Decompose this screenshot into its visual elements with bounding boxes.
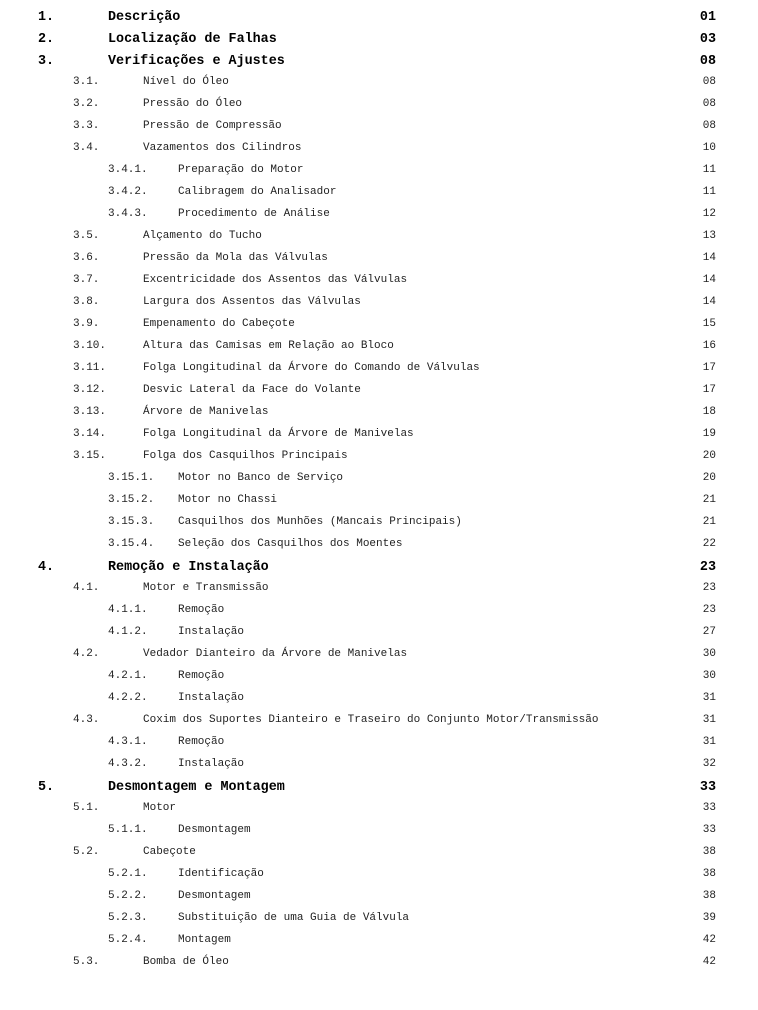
toc-entry-number: 3.15.3.	[108, 516, 155, 528]
toc-entry-page: 23	[699, 560, 716, 575]
toc-entry-page: 22	[702, 538, 716, 550]
toc-entry-number: 4.2.	[73, 648, 100, 660]
toc-entry-number: 3.4.2.	[108, 186, 148, 198]
toc-entry-number: 3.4.3.	[108, 208, 148, 220]
toc-entry-title: Substituição de uma Guia de Válvula	[178, 912, 410, 924]
toc-entry-number: 4.3.	[73, 714, 100, 726]
toc-entry-page: 16	[702, 340, 716, 352]
toc-entry-page: 31	[702, 692, 716, 704]
toc-entry-title: Largura dos Assentos das Válvulas	[143, 296, 361, 308]
toc-entry-page: 20	[702, 472, 716, 484]
toc-entry-number: 5.2.3.	[108, 912, 148, 924]
toc-entry-number: 4.1.	[73, 582, 100, 594]
toc-entry-title: Vazamentos dos Cilindros	[143, 142, 302, 154]
toc-entry-title: Cabeçote	[143, 846, 196, 858]
toc-entry-page: 08	[702, 120, 716, 132]
toc-entry-page: 18	[702, 406, 716, 418]
toc-entry-page: 32	[702, 758, 716, 770]
toc-entry-title: Desmontagem	[178, 890, 251, 902]
toc-entry-page: 27	[702, 626, 716, 638]
toc-entry-number: 3.9.	[73, 318, 100, 330]
toc-entry-title: Nível do Óleo	[143, 76, 229, 88]
toc-entry-page: 38	[702, 890, 716, 902]
toc-entry-title: Folga dos Casquilhos Principais	[143, 450, 348, 462]
toc-entry-title: Alçamento do Tucho	[143, 230, 262, 242]
toc-entry-page: 23	[702, 582, 716, 594]
toc-entry-page: 17	[702, 362, 716, 374]
toc-entry-page: 21	[702, 494, 716, 506]
toc-entry-page: 30	[702, 648, 716, 660]
toc-entry-page: 14	[702, 252, 716, 264]
toc-entry-title: Seleção dos Casquilhos dos Moentes	[178, 538, 403, 550]
toc-entry-title: Pressão de Compressão	[143, 120, 282, 132]
toc-entry-page: 38	[702, 868, 716, 880]
toc-entry-page: 15	[702, 318, 716, 330]
toc-entry-title: Vedador Dianteiro da Árvore de Manivelas	[143, 648, 408, 660]
toc-entry-title: Motor e Transmissão	[143, 582, 269, 594]
toc-entry-number: 3.15.2.	[108, 494, 155, 506]
toc-entry-page: 42	[702, 934, 716, 946]
toc-entry-title: Descrição	[108, 10, 181, 25]
toc-entry-title: Remoção	[178, 736, 225, 748]
toc-entry-title: Altura das Camisas em Relação ao Bloco	[143, 340, 394, 352]
toc-entry-title: Calibragem do Analisador	[178, 186, 337, 198]
toc-entry-number: 5.2.2.	[108, 890, 148, 902]
toc-entry-title: Preparação do Motor	[178, 164, 304, 176]
toc-entry-title: Empenamento do Cabeçote	[143, 318, 295, 330]
toc-entry-page: 11	[702, 186, 716, 198]
toc-entry-page: 42	[702, 956, 716, 968]
toc-entry-number: 3.2.	[73, 98, 100, 110]
toc-entry-number: 5.2.4.	[108, 934, 148, 946]
toc-entry-title: Árvore de Manivelas	[143, 406, 269, 418]
toc-entry-title: Desmontagem e Montagem	[108, 780, 285, 795]
toc-entry-number: 3.10.	[73, 340, 107, 352]
toc-entry-title: Remoção	[178, 604, 225, 616]
toc-entry-title: Casquilhos dos Munhões (Mancais Principais)	[178, 516, 462, 528]
toc-entry-page: 11	[702, 164, 716, 176]
toc-entry-number: 4.2.1.	[108, 670, 148, 682]
toc-entry-number: 4.	[38, 560, 55, 575]
toc-entry-page: 31	[702, 736, 716, 748]
toc-entry-page: 30	[702, 670, 716, 682]
toc-entry-title: Instalação	[178, 692, 245, 704]
toc-entry-title: Motor no Banco de Serviço	[178, 472, 344, 484]
toc-entry-number: 4.1.2.	[108, 626, 148, 638]
toc-entry-page: 33	[699, 780, 716, 795]
toc-entry-number: 3.1.	[73, 76, 100, 88]
toc-entry-number: 1.	[38, 10, 55, 25]
toc-entry-number: 4.1.1.	[108, 604, 148, 616]
toc-entry-page: 21	[702, 516, 716, 528]
toc-entry-title: Folga Longitudinal da Árvore do Comando de Válvulas	[143, 362, 480, 374]
toc-entry-number: 3.12.	[73, 384, 107, 396]
toc-entry-title: Folga Longitudinal da Árvore de Manivelas	[143, 428, 414, 440]
toc-entry-number: 4.2.2.	[108, 692, 148, 704]
toc-entry-title: Montagem	[178, 934, 231, 946]
toc-entry-number: 5.3.	[73, 956, 100, 968]
toc-entry-title: Identificação	[178, 868, 264, 880]
toc-entry-title: Instalação	[178, 626, 245, 638]
toc-entry-number: 3.7.	[73, 274, 100, 286]
toc-entry-page: 13	[702, 230, 716, 242]
toc-entry-number: 2.	[38, 32, 55, 47]
toc-entry-title: Bomba de Óleo	[143, 956, 229, 968]
toc-entry-page: 08	[702, 98, 716, 110]
toc-entry-page: 14	[702, 296, 716, 308]
toc-entry-page: 03	[699, 32, 716, 47]
toc-entry-number: 3.11.	[73, 362, 107, 374]
toc-entry-number: 3.14.	[73, 428, 107, 440]
toc-entry-number: 3.15.1.	[108, 472, 155, 484]
toc-entry-number: 5.1.1.	[108, 824, 148, 836]
toc-entry-number: 3.13.	[73, 406, 107, 418]
toc-entry-page: 12	[702, 208, 716, 220]
toc-entry-page: 33	[702, 802, 716, 814]
toc-entry-page: 17	[702, 384, 716, 396]
toc-entry-number: 3.15.	[73, 450, 107, 462]
toc-entry-page: 33	[702, 824, 716, 836]
toc-entry-number: 5.	[38, 780, 55, 795]
toc-entry-title: Motor no Chassi	[178, 494, 278, 506]
toc-entry-title: Verificações e Ajustes	[108, 54, 285, 69]
toc-entry-title: Instalação	[178, 758, 245, 770]
toc-entry-number: 3.15.4.	[108, 538, 155, 550]
toc-entry-title: Desmontagem	[178, 824, 251, 836]
toc-entry-title: Coxim dos Suportes Dianteiro e Traseiro do Conjunto Motor/Transmissão	[143, 714, 599, 726]
toc-entry-title: Pressão do Óleo	[143, 98, 243, 110]
toc-entry-page: 08	[699, 54, 716, 69]
toc-entry-number: 5.2.	[73, 846, 100, 858]
toc-entry-title: Remoção	[178, 670, 225, 682]
toc-entry-number: 3.4.	[73, 142, 100, 154]
toc-entry-number: 4.3.2.	[108, 758, 148, 770]
toc-entry-page: 31	[702, 714, 716, 726]
toc-entry-number: 5.1.	[73, 802, 100, 814]
toc-entry-number: 3.6.	[73, 252, 100, 264]
toc-entry-number: 3.	[38, 54, 55, 69]
toc-entry-title: Procedimento de Análise	[178, 208, 330, 220]
toc-entry-title: Pressão da Mola das Válvulas	[143, 252, 328, 264]
toc-entry-page: 08	[702, 76, 716, 88]
toc-entry-page: 14	[702, 274, 716, 286]
toc-entry-title: Remoção e Instalação	[108, 560, 269, 575]
toc-entry-title: Motor	[143, 802, 177, 814]
toc-entry-page: 39	[702, 912, 716, 924]
toc-entry-page: 10	[702, 142, 716, 154]
toc-entry-number: 3.4.1.	[108, 164, 148, 176]
toc-entry-number: 5.2.1.	[108, 868, 148, 880]
toc-entry-title: Desvic Lateral da Face do Volante	[143, 384, 361, 396]
toc-entry-title: Localização de Falhas	[108, 32, 277, 47]
toc-entry-number: 3.5.	[73, 230, 100, 242]
toc-entry-number: 3.3.	[73, 120, 100, 132]
toc-entry-page: 38	[702, 846, 716, 858]
toc-entry-page: 01	[699, 10, 716, 25]
toc-entry-page: 20	[702, 450, 716, 462]
toc-entry-number: 3.8.	[73, 296, 100, 308]
toc-entry-page: 23	[702, 604, 716, 616]
toc-entry-title: Excentricidade dos Assentos das Válvulas	[143, 274, 408, 286]
toc-entry-number: 4.3.1.	[108, 736, 148, 748]
toc-entry-page: 19	[702, 428, 716, 440]
